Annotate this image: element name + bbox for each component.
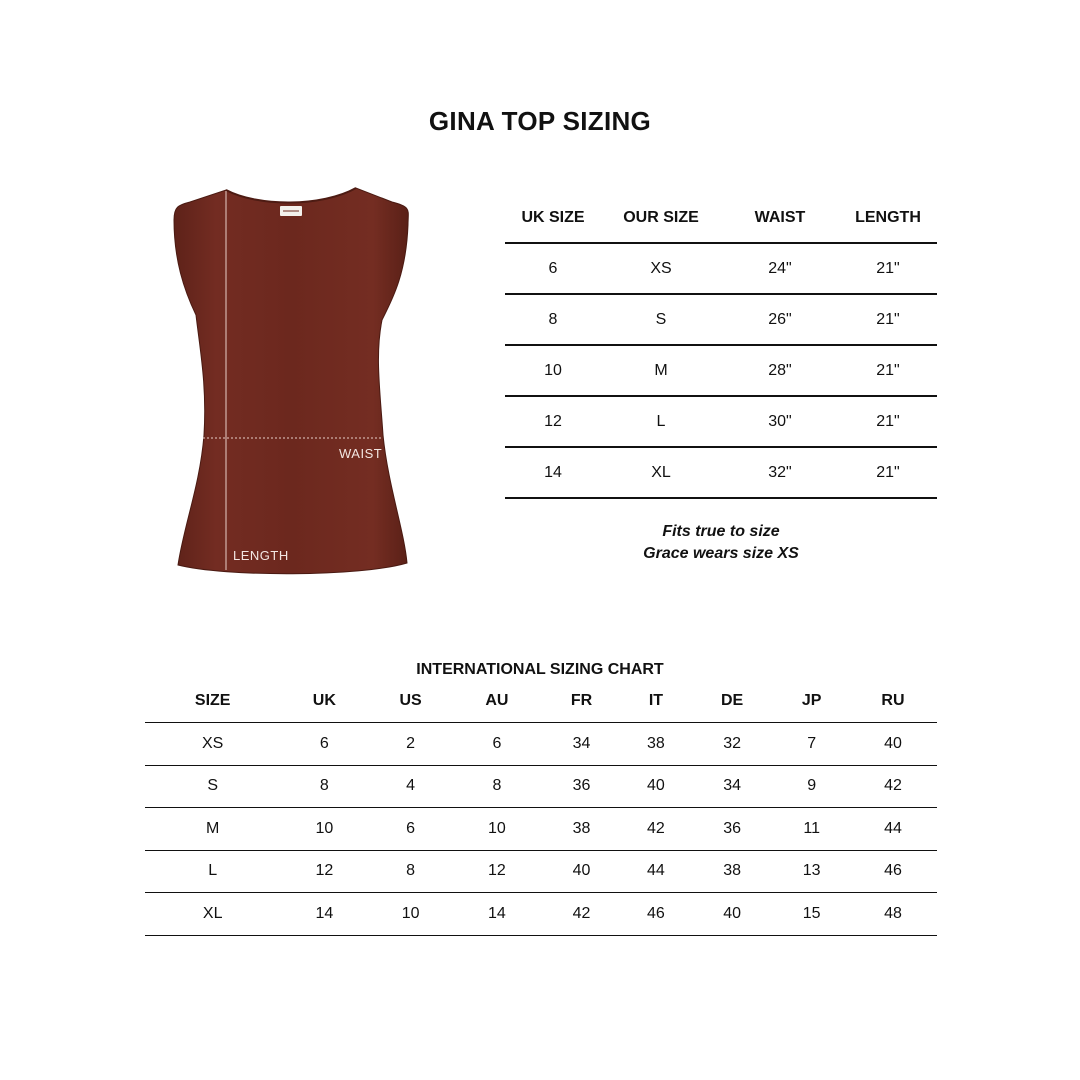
table-cell: 21" — [839, 396, 937, 447]
table-cell: 42 — [622, 808, 690, 851]
table-cell: 21" — [839, 447, 937, 498]
table-row — [145, 850, 937, 893]
table-cell: 21" — [839, 243, 937, 294]
column-header: AU — [453, 680, 541, 723]
table-cell: 8 — [368, 850, 453, 893]
table-cell: 38 — [690, 850, 775, 893]
intl-chart-title: INTERNATIONAL SIZING CHART — [416, 661, 664, 678]
table-cell: 14 — [453, 893, 541, 936]
table-cell: 44 — [622, 850, 690, 893]
waist-label: WAIST — [339, 446, 383, 461]
table-cell: 15 — [774, 893, 849, 936]
table-cell: M — [601, 345, 721, 396]
table-cell: S — [601, 294, 721, 345]
table-cell: 10 — [505, 345, 601, 396]
garment-illustration — [170, 185, 415, 585]
table-cell: 42 — [849, 765, 937, 808]
table-cell: 6 — [368, 808, 453, 851]
column-header: SIZE — [145, 680, 280, 723]
tank-top-image — [170, 185, 415, 585]
table-cell: 40 — [849, 723, 937, 766]
table-cell: 9 — [774, 765, 849, 808]
table-cell: L — [145, 850, 280, 893]
table-cell: 13 — [774, 850, 849, 893]
table-cell: 34 — [690, 765, 775, 808]
fit-note-line: Fits true to size — [662, 523, 780, 540]
column-header: UK SIZE — [505, 193, 601, 243]
table-cell: 21" — [839, 294, 937, 345]
table-cell: 2 — [368, 723, 453, 766]
table-cell: 40 — [622, 765, 690, 808]
table-cell: 4 — [368, 765, 453, 808]
column-header: LENGTH — [839, 193, 937, 243]
table-cell: 11 — [774, 808, 849, 851]
table-cell: 38 — [622, 723, 690, 766]
table-cell: 40 — [541, 850, 622, 893]
column-header: WAIST — [721, 193, 839, 243]
table-cell: 42 — [541, 893, 622, 936]
table-cell: 46 — [622, 893, 690, 936]
table-cell: 34 — [541, 723, 622, 766]
table-cell: 8 — [280, 765, 368, 808]
table-cell: 12 — [453, 850, 541, 893]
table-cell: XS — [145, 723, 280, 766]
table-cell: 8 — [453, 765, 541, 808]
size-table — [505, 193, 937, 499]
length-label: LENGTH — [233, 548, 289, 563]
table-cell: 21" — [839, 345, 937, 396]
table-cell: 44 — [849, 808, 937, 851]
column-header: IT — [622, 680, 690, 723]
table-cell: 36 — [690, 808, 775, 851]
table-row — [505, 294, 937, 345]
column-header: OUR SIZE — [601, 193, 721, 243]
table-row — [145, 723, 937, 766]
table-cell: 38 — [541, 808, 622, 851]
table-cell: 48 — [849, 893, 937, 936]
table-cell: 32" — [721, 447, 839, 498]
table-cell: 40 — [690, 893, 775, 936]
intl-table-header — [145, 680, 937, 723]
table-cell: XS — [601, 243, 721, 294]
column-header: FR — [541, 680, 622, 723]
table-row — [145, 893, 937, 936]
table-cell: 14 — [505, 447, 601, 498]
table-cell: 14 — [280, 893, 368, 936]
table-cell: M — [145, 808, 280, 851]
table-cell: 6 — [505, 243, 601, 294]
international-sizing-table — [145, 680, 937, 936]
table-row — [505, 396, 937, 447]
table-cell: XL — [145, 893, 280, 936]
table-cell: 30" — [721, 396, 839, 447]
table-cell: 24" — [721, 243, 839, 294]
table-cell: 36 — [541, 765, 622, 808]
table-cell: 12 — [280, 850, 368, 893]
table-cell: 46 — [849, 850, 937, 893]
table-cell: 32 — [690, 723, 775, 766]
table-cell: 10 — [280, 808, 368, 851]
table-cell: L — [601, 396, 721, 447]
table-cell: 6 — [453, 723, 541, 766]
table-cell: S — [145, 765, 280, 808]
page-title: GINA TOP SIZING — [428, 106, 652, 136]
table-cell: XL — [601, 447, 721, 498]
tank-top-body — [174, 188, 408, 574]
size-table-header — [505, 193, 937, 243]
column-header: JP — [774, 680, 849, 723]
table-cell: 10 — [453, 808, 541, 851]
table-cell: 7 — [774, 723, 849, 766]
column-header: US — [368, 680, 453, 723]
table-row — [505, 243, 937, 294]
column-header: UK — [280, 680, 368, 723]
table-cell: 12 — [505, 396, 601, 447]
column-header: DE — [690, 680, 775, 723]
table-row — [145, 765, 937, 808]
fit-notes — [505, 521, 937, 565]
table-row — [505, 345, 937, 396]
table-row — [145, 808, 937, 851]
table-cell: 26" — [721, 294, 839, 345]
table-cell: 10 — [368, 893, 453, 936]
table-cell: 8 — [505, 294, 601, 345]
table-cell: 6 — [280, 723, 368, 766]
column-header: RU — [849, 680, 937, 723]
table-cell: 28" — [721, 345, 839, 396]
model-size-note: Grace wears size XS — [643, 545, 799, 562]
table-row — [505, 447, 937, 498]
